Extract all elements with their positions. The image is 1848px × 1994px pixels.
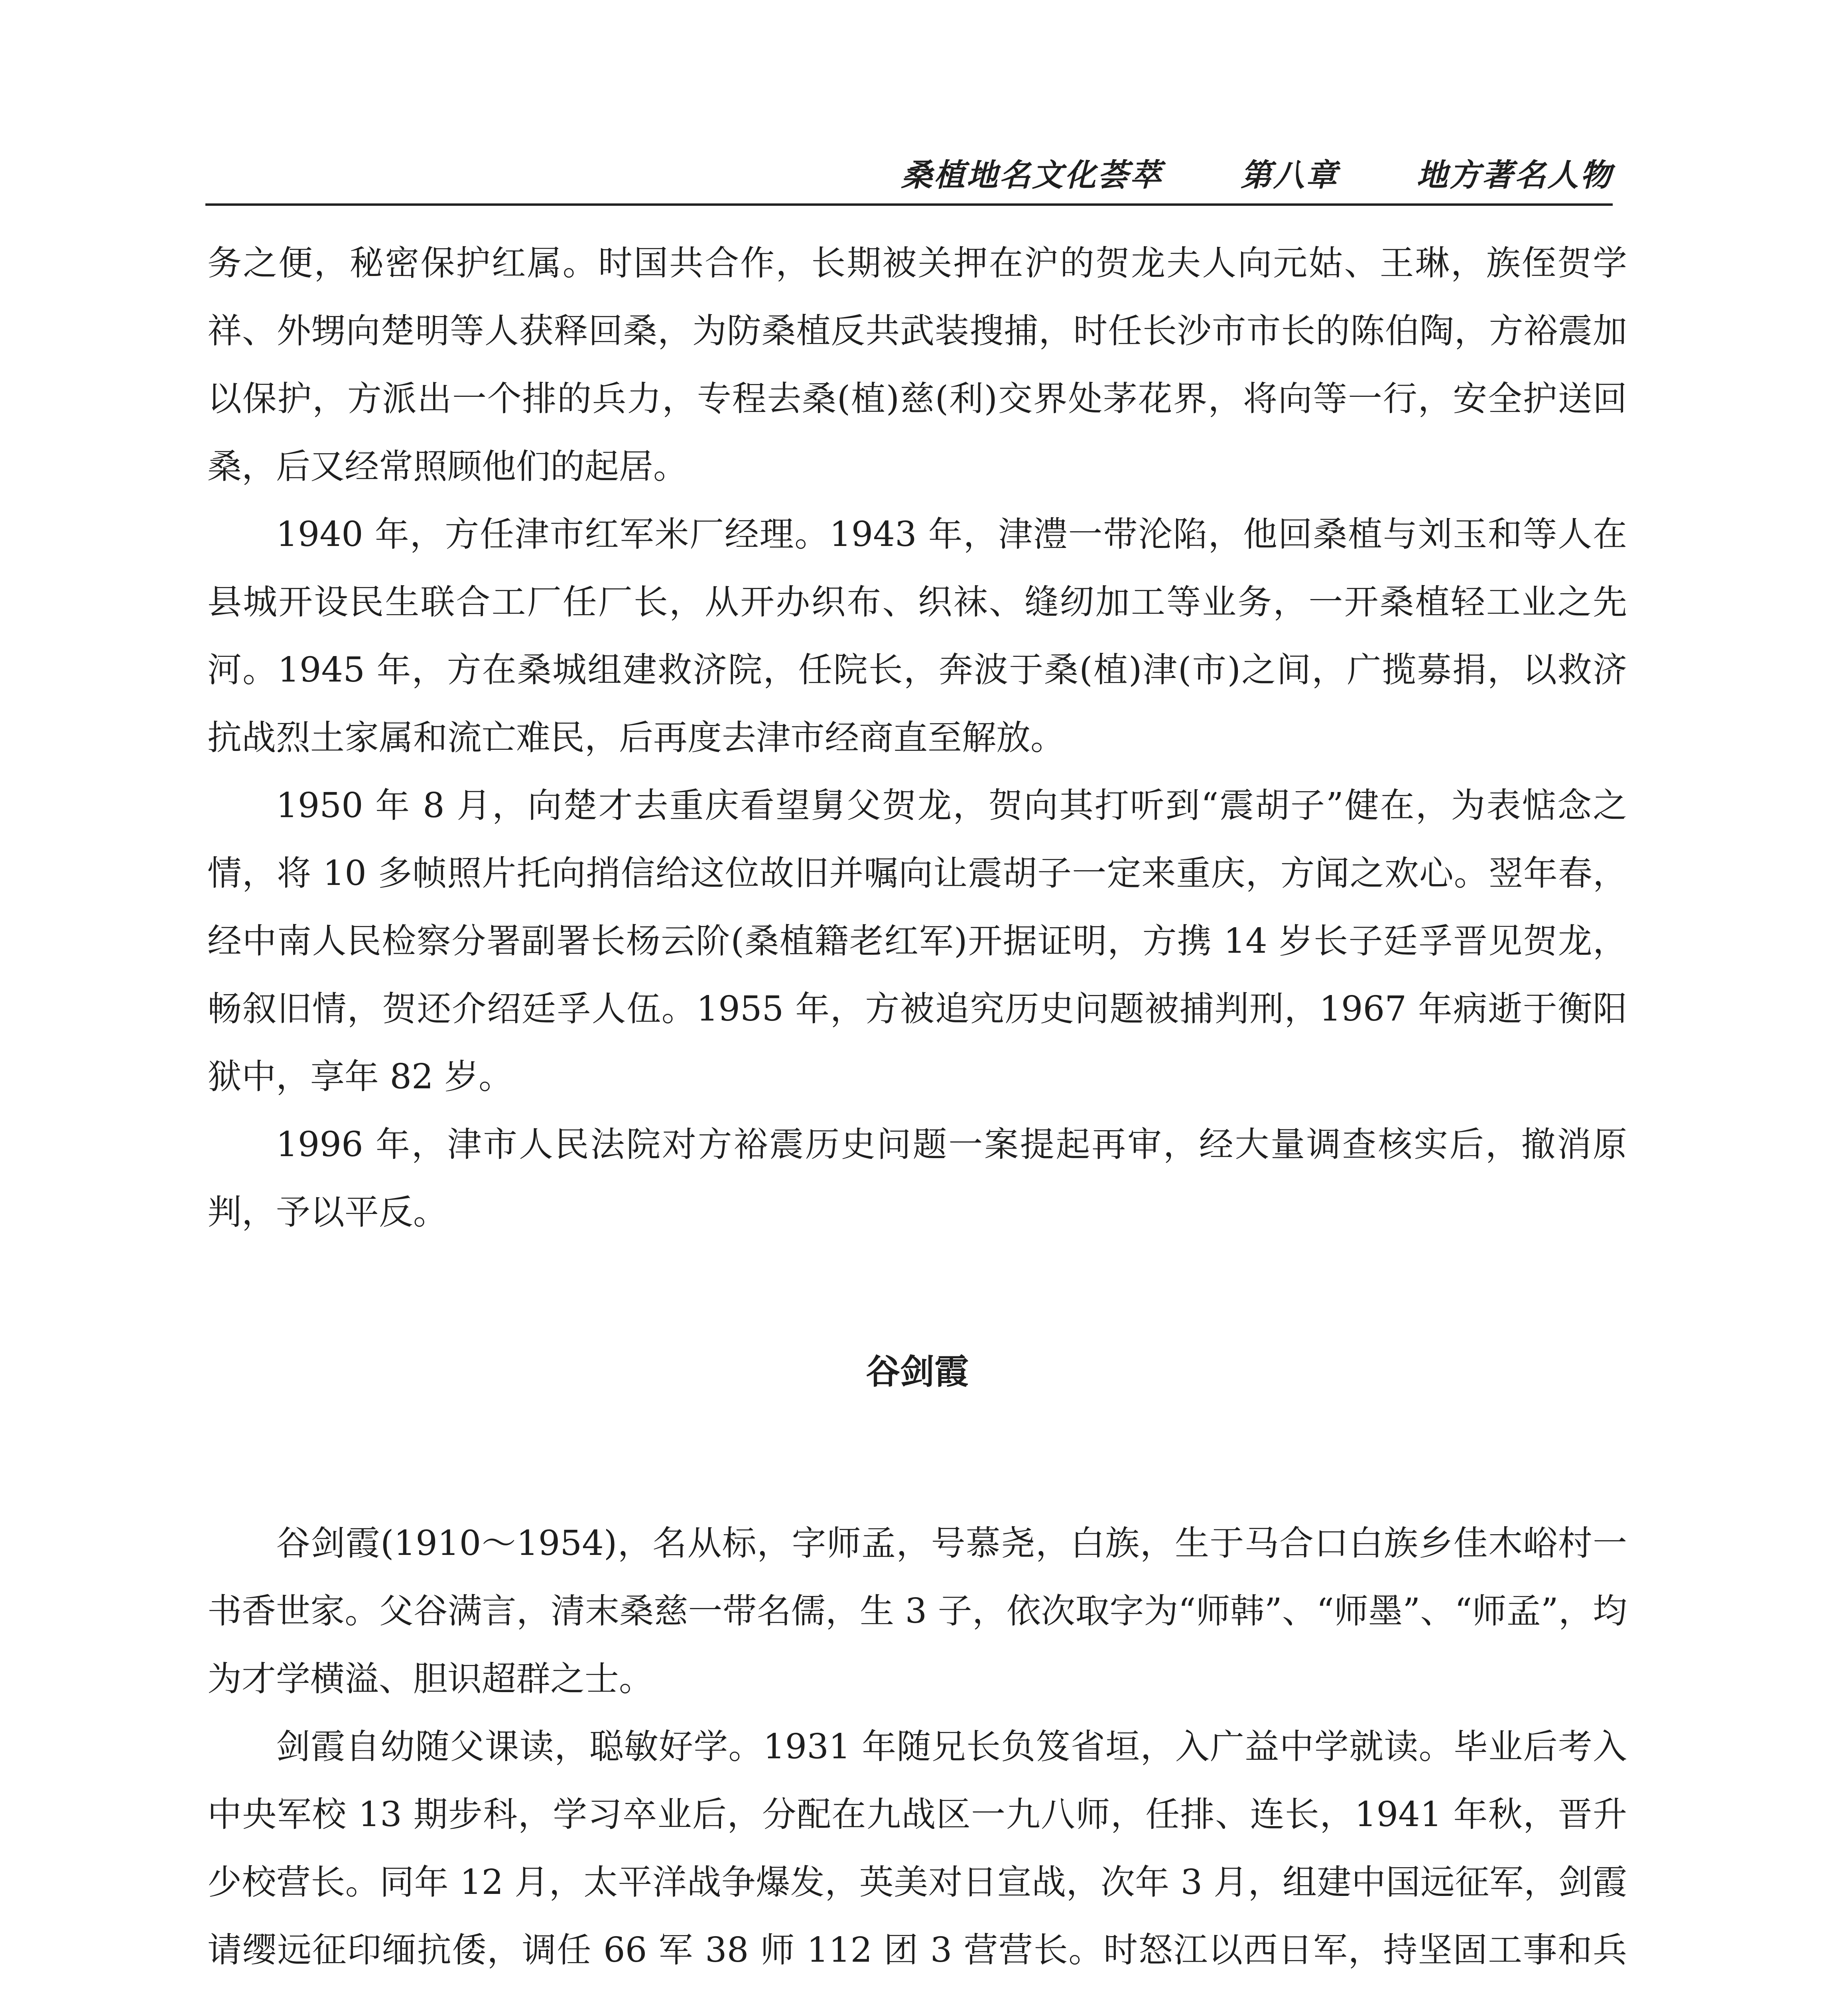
header-chapter: 第八章	[1240, 158, 1339, 193]
section-spacer	[207, 1406, 1627, 1509]
paragraph: 1950 年 8 月，向楚才去重庆看望舅父贺龙，贺向其打听到“震胡子”健在，为表惦念之情，将 10 多帧照片托向捎信给这位故旧并嘱向让震胡子一定来重庆，方闻之欢心。翌年春，经中南人民检察分署副署长杨云阶(桑植籍老红军)开据证明，方携 14 岁长子廷孚晋见贺龙，畅叙旧情，贺还介绍廷孚人伍。1955 年，方被追究历史问题被捕判刑，1967 年病逝于衡阳狱中，享年 82 岁。	[207, 786, 1627, 1097]
section-spacer	[207, 1246, 1627, 1338]
section-title: 谷剑霞	[866, 1352, 969, 1392]
paragraph: 谷剑霞(1910～1954)，名从标，字师孟，号慕尧，白族，生于马合口白族乡佳木峪村一书香世家。父谷满言，清末桑慈一带名儒，生 3 子，依次取字为“师韩”、“师墨”、“师孟”，均为才学横溢、胆识超群之士。	[207, 1523, 1627, 1699]
running-header	[205, 156, 1613, 206]
header-book-title: 桑植地名文化荟萃	[901, 158, 1163, 193]
header-chapter-title: 地方著名人物	[1416, 158, 1613, 193]
paragraph: 1940 年，方任津市红军米厂经理。1943 年，津澧一带沦陷，他回桑植与刘玉和等人在县城开设民生联合工厂任厂长，从开办织布、织袜、缝纫加工等业务，一开桑植轻工业之先河。1945 年，方在桑城组建救济院，任院长，奔波于桑(植)津(市)之间，广揽募捐，以救济抗战烈土家属和流亡难民，后再度去津市经商直至解放。	[207, 514, 1627, 758]
paragraph: 剑霞自幼随父课读，聪敏好学。1931 年随兄长负笈省垣，入广益中学就读。毕业后考入中央军校 13 期步科，学习卒业后，分配在九战区一九八师，任排、连长，1941 年秋，晋升少校营长。同年 12 月，太平洋战争爆发，英美对日宣战，次年 3 月，组建中国远征军，剑霞请缨远征印缅抗倭，调任 66 军 38 师 112 团 3 营营长。时怒江以西日军，持坚固工事和兵	[207, 1727, 1627, 1970]
paragraph: 务之便，秘密保护红属。时国共合作，长期被关押在沪的贺龙夫人向元姑、王琳，族侄贺学祥、外甥向楚明等人获释回桑，为防桑植反共武装搜捕，时任长沙市市长的陈伯陶，方裕震加以保护，方派出一个排的兵力，专程去桑(植)慈(利)交界处茅花界，将向等一行，安全护送回桑，后又经常照顾他们的起居。	[207, 243, 1627, 487]
paragraph: 1996 年，津市人民法院对方裕震历史问题一案提起再审，经大量调查核实后，撤消原判，予以平反。	[207, 1125, 1627, 1232]
page-body	[207, 229, 1627, 1994]
